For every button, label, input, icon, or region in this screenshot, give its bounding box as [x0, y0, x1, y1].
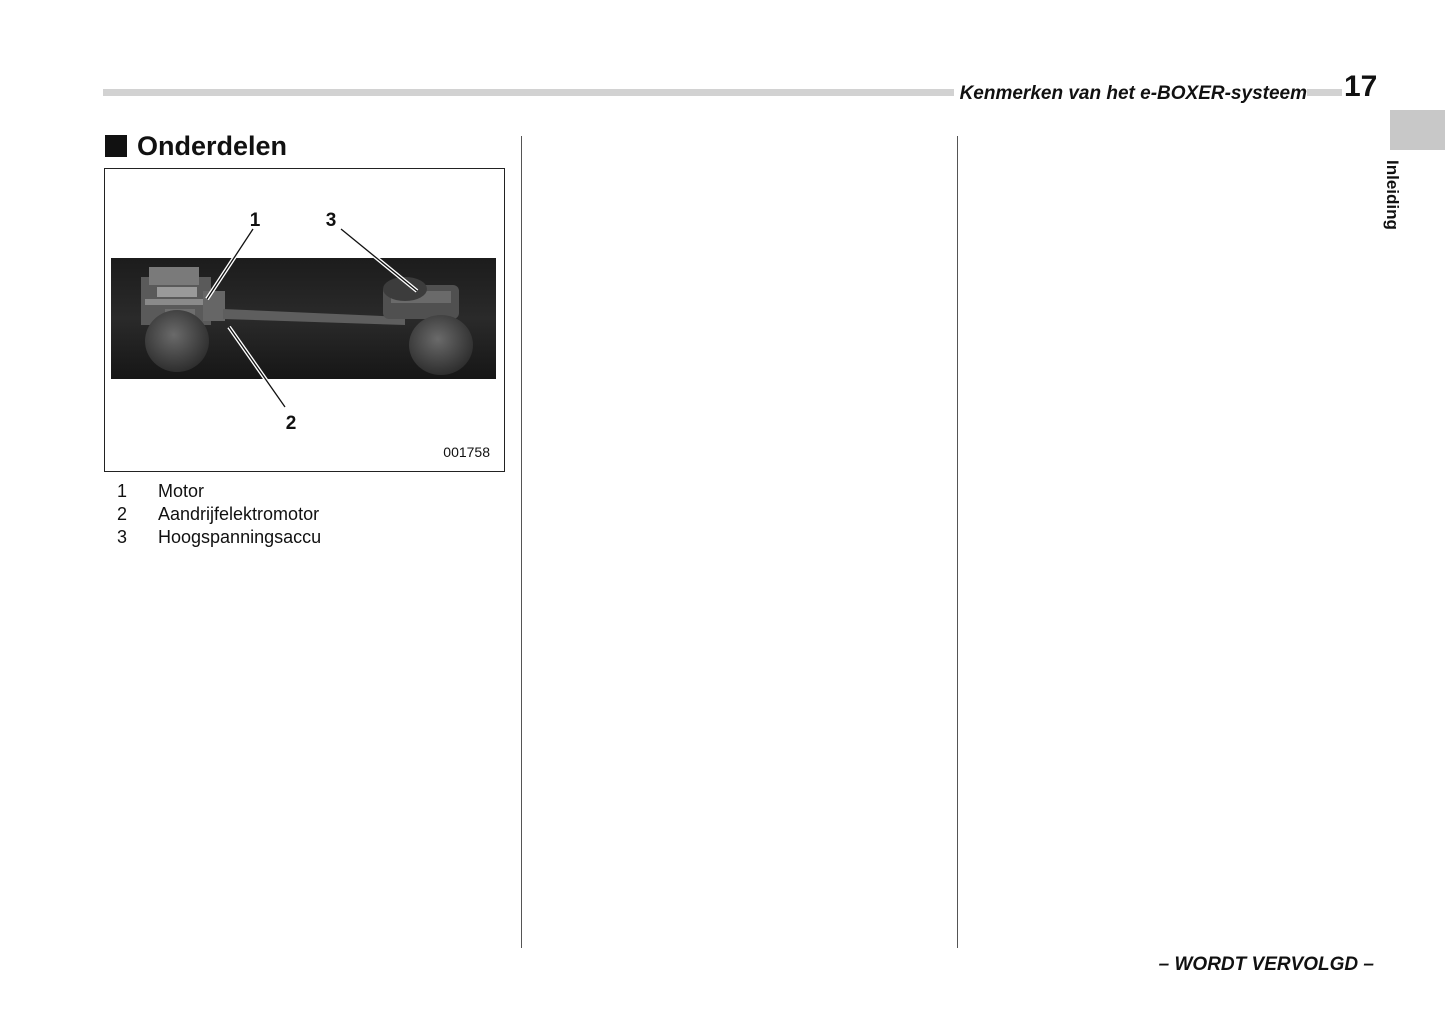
section-title: Onderdelen: [137, 131, 288, 161]
callout-label-1: 1: [249, 210, 261, 231]
electric-motor-shape: [203, 291, 225, 321]
hybrid-drivetrain-illustration: [105, 169, 504, 471]
column-divider-left: [521, 136, 522, 948]
figure-legend: [117, 480, 321, 549]
legend-number: 3: [117, 527, 128, 547]
page-number: 17: [1344, 70, 1378, 103]
components-figure: [104, 168, 505, 472]
running-header-title: Kenmerken van het e-BOXER-systeem: [954, 83, 1307, 105]
legend-label: Motor: [158, 481, 205, 501]
callout-label-3: 3: [325, 210, 337, 231]
chapter-tab: [1390, 110, 1445, 150]
column-divider-right: [957, 136, 958, 948]
legend-number: 2: [117, 504, 128, 524]
rear-wheel: [409, 315, 473, 375]
legend-label: Hoogspanningsaccu: [158, 527, 322, 547]
legend-item: [117, 503, 321, 526]
section-heading: [105, 130, 287, 162]
legend-item: [117, 480, 321, 503]
figure-code: 001758: [443, 444, 490, 460]
continued-note: – WORDT VERVOLGD –: [1158, 954, 1374, 975]
chapter-tab-label: Inleiding: [1383, 160, 1402, 230]
legend-item: [117, 526, 321, 549]
callout-label-2: 2: [285, 413, 297, 434]
legend-label: Aandrijfelektromotor: [158, 504, 320, 524]
legend-number: 1: [117, 481, 128, 501]
section-marker-icon: [105, 135, 127, 157]
front-wheel: [145, 310, 209, 372]
